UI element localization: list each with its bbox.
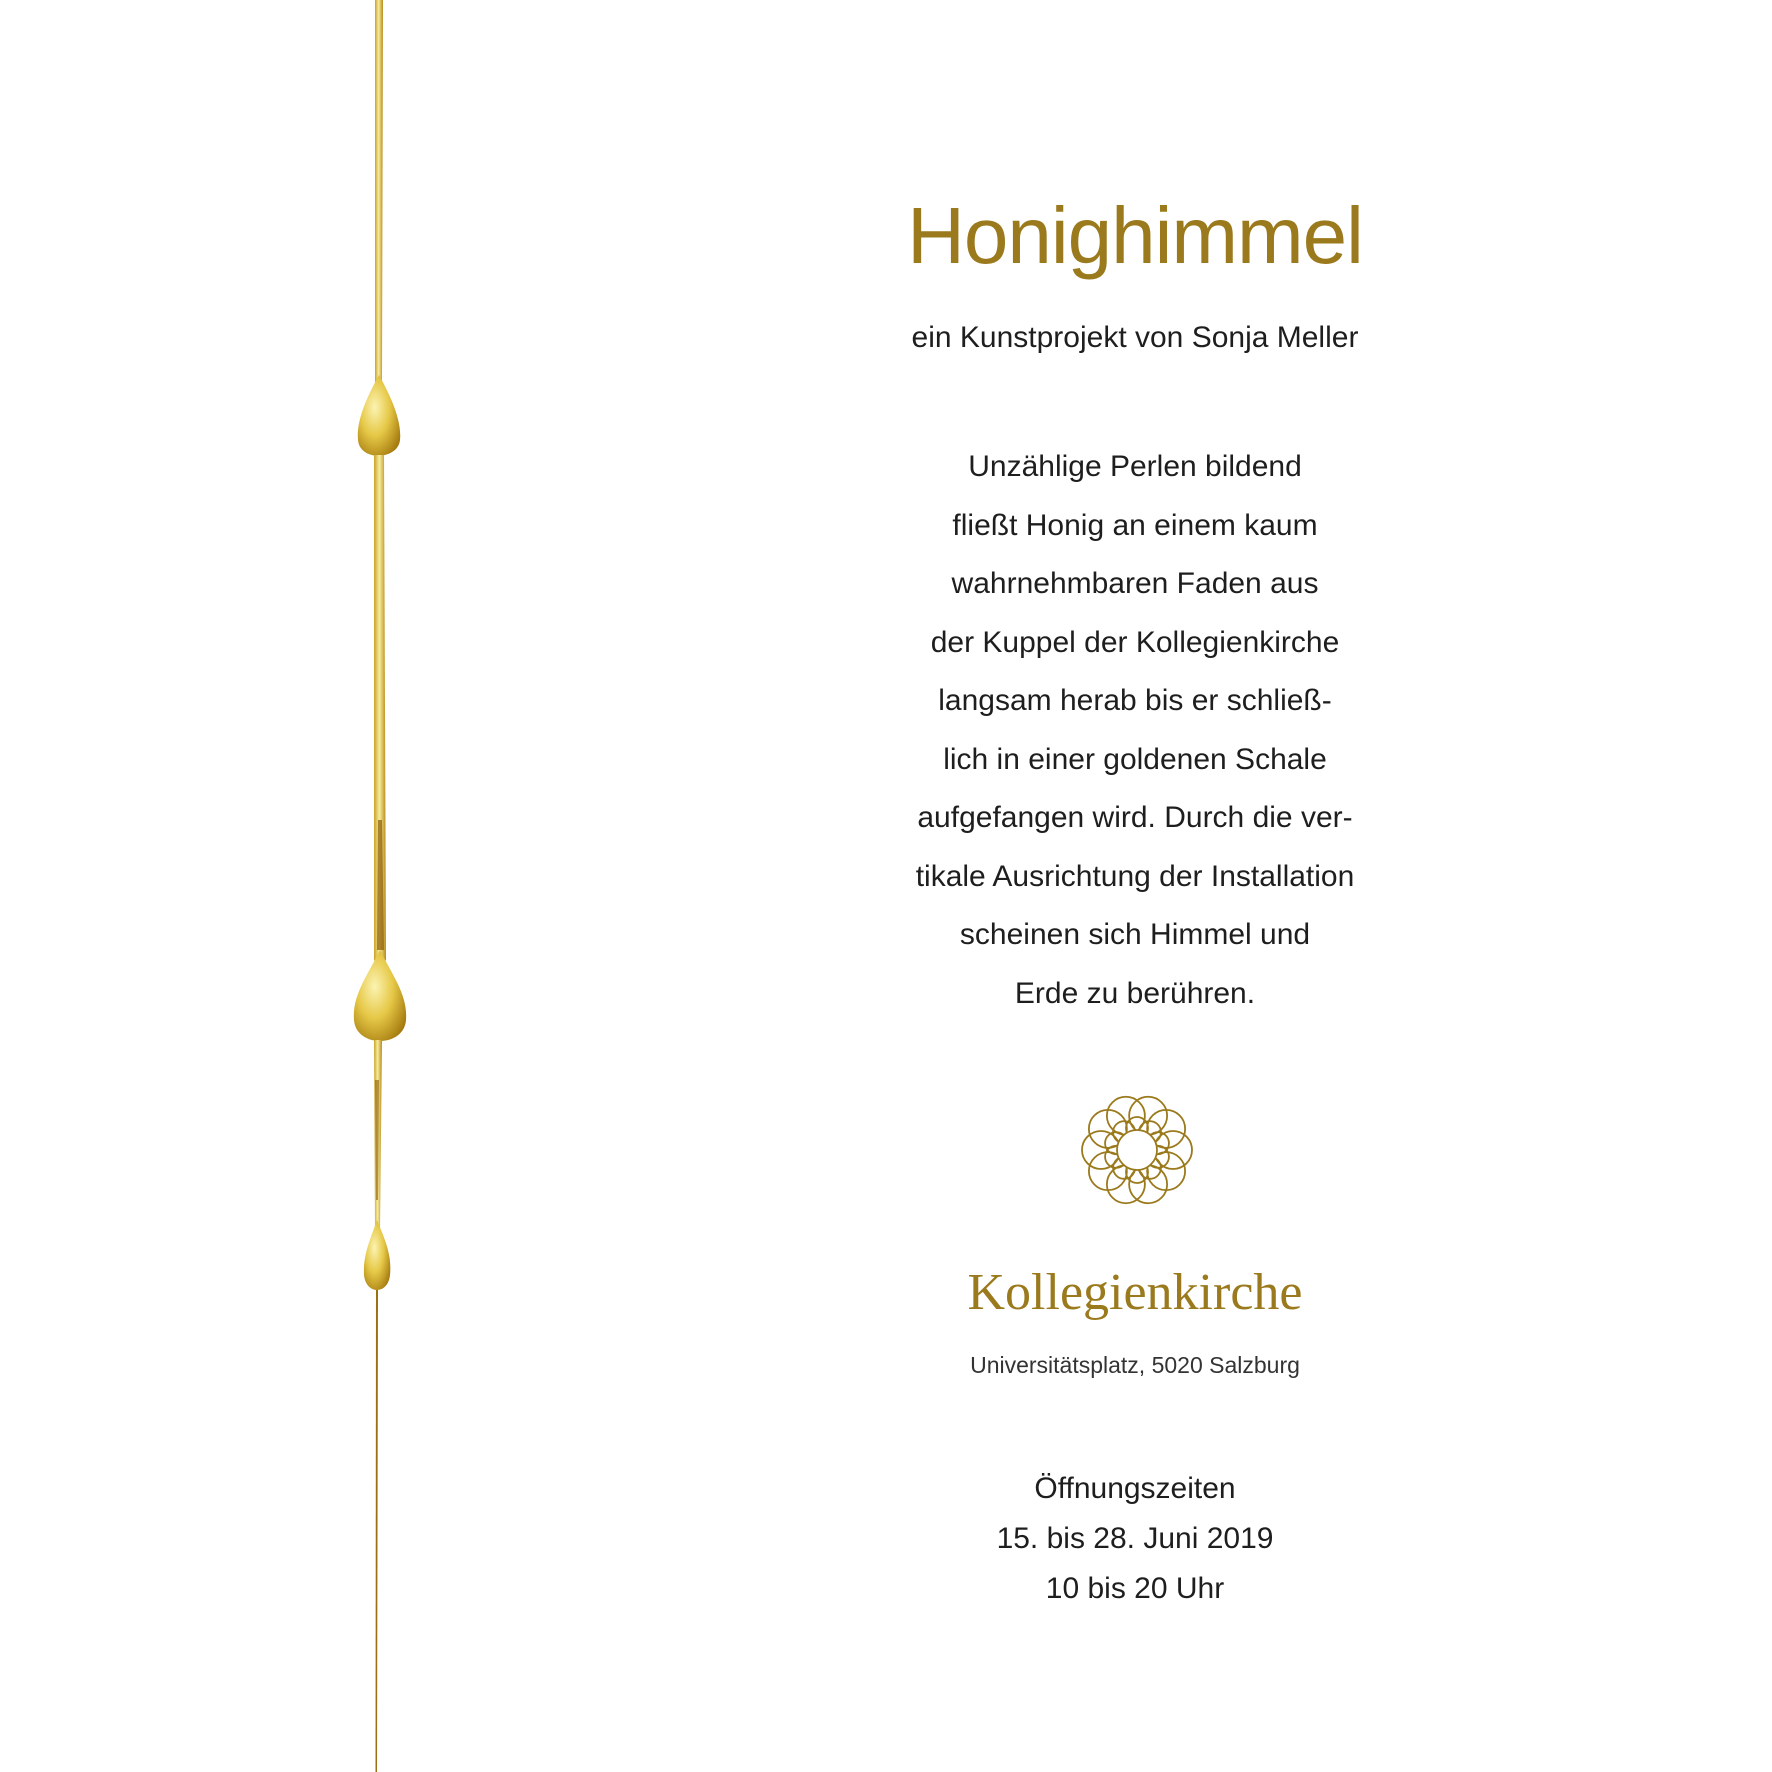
description-line: tikale Ausrichtung der Installation	[915, 859, 1355, 893]
description-line: Unzählige Perlen bildend	[968, 450, 1302, 483]
flower-rosette-ornament-icon	[1075, 1088, 1199, 1212]
venue-name: Kollegienkirche	[967, 1264, 1303, 1321]
description-line: scheinen sich Himmel und	[959, 918, 1311, 951]
opening-time: 10 bis 20 Uhr	[1045, 1572, 1225, 1605]
description-line: fließt Honig an einem kaum	[952, 508, 1318, 542]
description-line: wahrnehmbaren Faden aus	[951, 567, 1319, 600]
venue-address: Universitätsplatz, 5020 Salzburg	[970, 1352, 1300, 1378]
poster-title: Honighimmel	[907, 191, 1363, 280]
honey-drip-illustration	[330, 0, 470, 1772]
description-line: lich in einer goldenen Schale	[943, 742, 1327, 776]
opening-hours-label: Öffnungszeiten	[1034, 1472, 1236, 1505]
opening-dates: 15. bis 28. Juni 2019	[996, 1522, 1274, 1555]
poster-subtitle: ein Kunstprojekt von Sonja Meller	[911, 321, 1359, 354]
description	[885, 438, 1385, 1023]
description-line: der Kuppel der Kollegienkirche	[930, 625, 1340, 659]
description-line: Erde zu berühren.	[1014, 976, 1256, 1010]
description-line: langsam herab bis er schließ-	[938, 684, 1332, 717]
description-line: aufgefangen wird. Durch die ver-	[917, 801, 1353, 834]
